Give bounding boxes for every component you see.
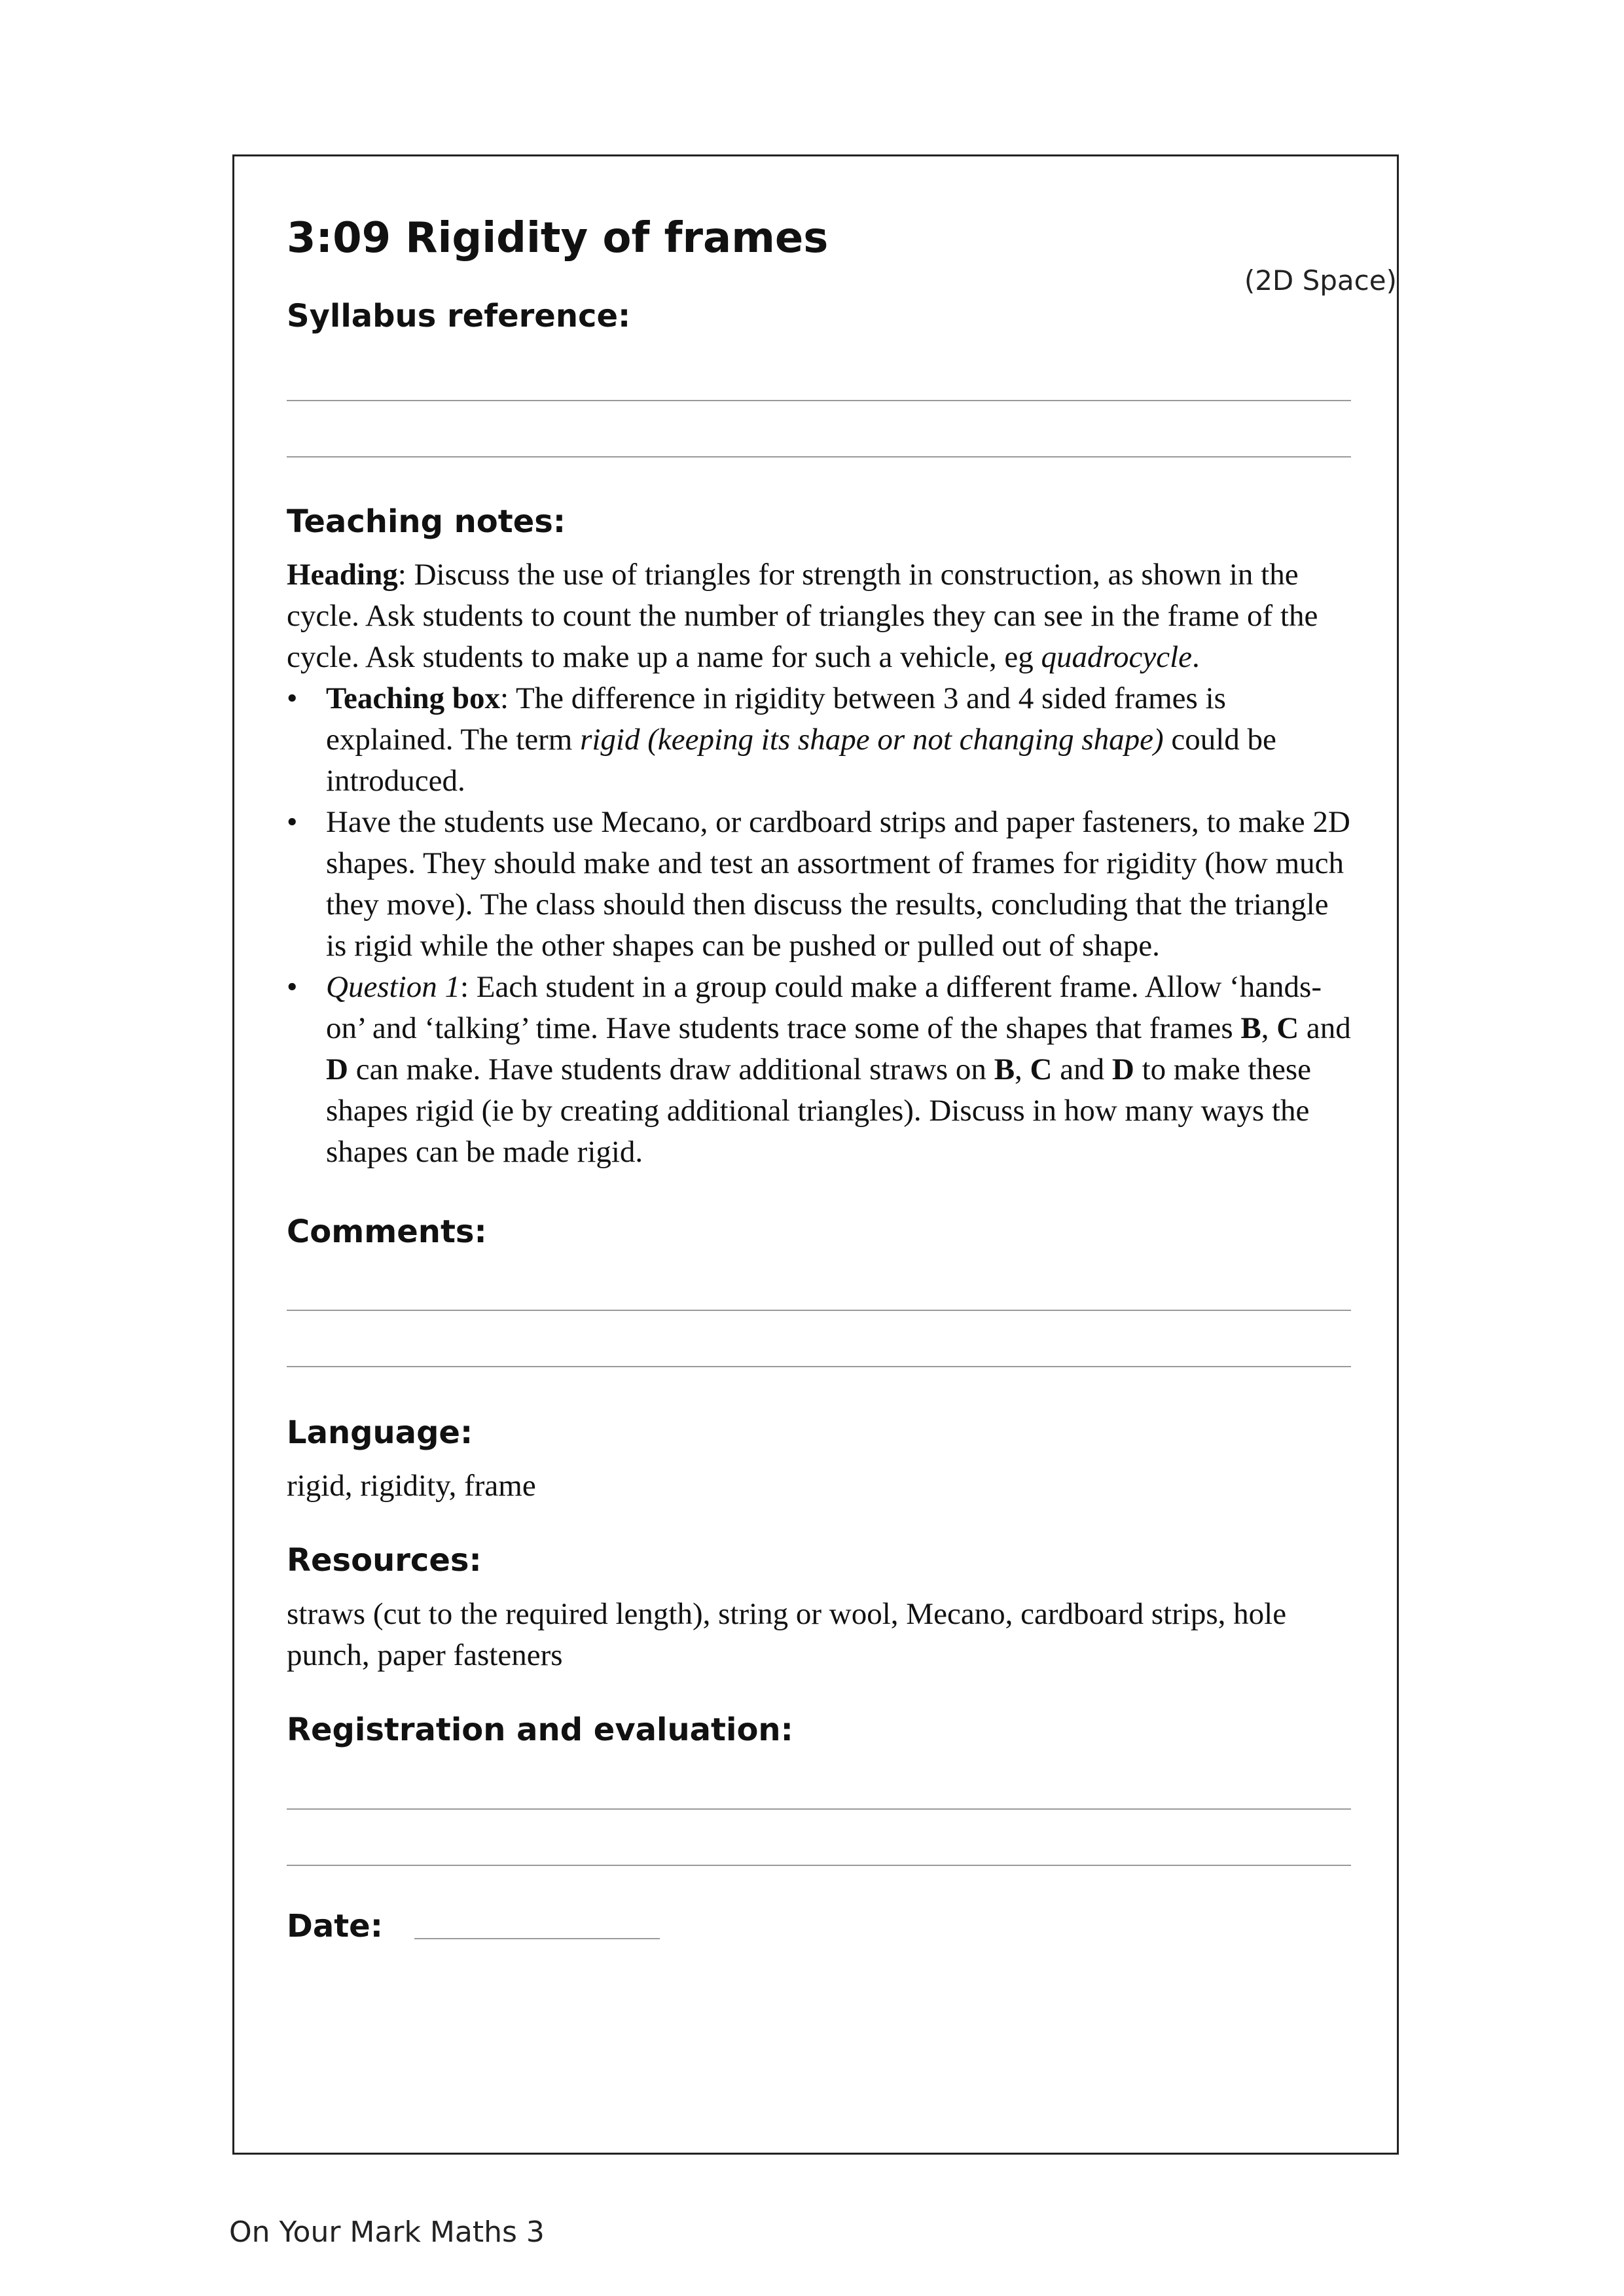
date-field[interactable] xyxy=(414,1938,660,1939)
list-item xyxy=(287,802,1351,967)
heading-end: . xyxy=(1192,639,1200,674)
bullet-text: to make these shapes rigid (ie by creating additional triangles). Discuss in how many ways the shapes can be made rigid. xyxy=(326,1052,1311,1169)
heading-paragraph xyxy=(287,554,1351,678)
syllabus-heading: Syllabus reference: xyxy=(287,298,631,335)
separator: , xyxy=(1261,1011,1277,1045)
teaching-box-label: Teaching box xyxy=(326,681,500,715)
teaching-bullets xyxy=(287,678,1351,1173)
list-item xyxy=(287,678,1351,802)
heading-text: : Discuss the use of triangles for strength in construction, as shown in the cycle. Ask students to count the number of triangles they can see in the frame of the cycle. Ask students to make up a name for such a vehicle, eg xyxy=(287,557,1318,674)
page-title xyxy=(287,215,1351,261)
page-frame xyxy=(232,154,1399,2155)
bullet-text: : The difference in rigidity between 3 and 4 sided frames is explained. The term xyxy=(326,681,1226,757)
separator: , xyxy=(1015,1052,1030,1086)
bullet-text: : Each student in a group could make a different frame. Allow ‘hands-on’ and ‘talking’ time. Have students trace some of the shapes that frames xyxy=(326,969,1322,1045)
language-text: rigid, rigidity, frame xyxy=(287,1468,536,1503)
syllabus-line-2 xyxy=(287,456,1351,457)
language-heading: Language: xyxy=(287,1414,473,1452)
frame-c: C xyxy=(1030,1052,1053,1086)
separator: and xyxy=(1060,1052,1112,1086)
footer-text: On Your Mark Maths 3 xyxy=(229,2215,545,2249)
teaching-notes-heading: Teaching notes: xyxy=(287,503,566,540)
syllabus-line-1 xyxy=(287,400,1351,401)
title-text: Rigidity of frames xyxy=(405,214,829,262)
separator: and xyxy=(1299,1011,1351,1045)
bullet-text: Have the students use Mecano, or cardboard strips and paper fasteners, to make 2D shapes. They should make and test an assortment of frames for rigidity (how much they move). The class should then discuss the results, concluding that the triangle is rigid while the other shapes can be pushed or pulled out of shape. xyxy=(326,804,1350,963)
list-item xyxy=(287,967,1351,1173)
date-row xyxy=(287,1908,1351,1946)
bullet-text: could be introduced. xyxy=(326,722,1276,798)
frame-d: D xyxy=(326,1052,348,1086)
date-label: Date: xyxy=(287,1907,383,1945)
resources-heading: Resources: xyxy=(287,1541,482,1579)
page-content xyxy=(287,215,1351,1946)
heading-example: quadrocycle xyxy=(1041,639,1193,674)
registration-line-2 xyxy=(287,1865,1351,1866)
strand-label: (2D Space) xyxy=(1244,264,1397,296)
frame-d: D xyxy=(1111,1052,1134,1086)
rigid-term: rigid (keeping its shape or not changing shape) xyxy=(580,722,1164,757)
comments-heading: Comments: xyxy=(287,1213,487,1250)
frame-b: B xyxy=(1240,1011,1261,1045)
comments-line-2 xyxy=(287,1366,1351,1367)
registration-line-1 xyxy=(287,1808,1351,1810)
teaching-notes-body xyxy=(287,554,1351,1173)
frame-c: C xyxy=(1276,1011,1299,1045)
resources-text: straws (cut to the required length), string or wool, Mecano, cardboard strips, hole punch, paper fasteners xyxy=(287,1597,1287,1673)
registration-heading: Registration and evaluation: xyxy=(287,1712,793,1749)
section-number: 3:09 xyxy=(287,214,391,262)
question-label: Question 1 xyxy=(326,969,460,1004)
bullet-text: can make. Have students draw additional straws on xyxy=(348,1052,994,1086)
frame-b: B xyxy=(994,1052,1015,1086)
heading-label: Heading xyxy=(287,557,398,592)
comments-line-1 xyxy=(287,1310,1351,1311)
